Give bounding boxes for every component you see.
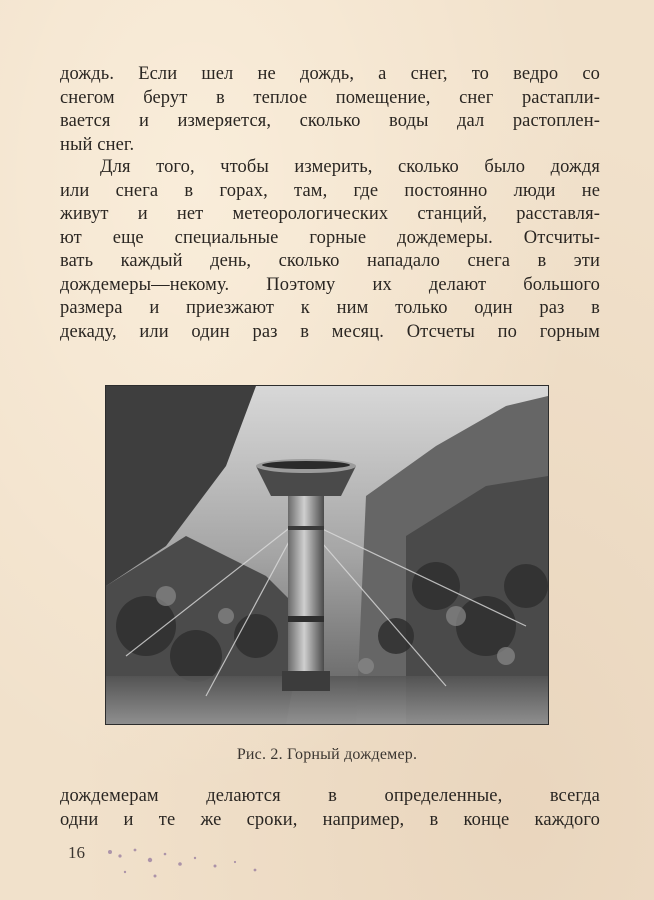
text-line: или снега в горах, там, где постоянно люди не bbox=[60, 180, 600, 201]
text-line: ют еще специальные горные дождемеры. Отсчиты- bbox=[60, 227, 600, 248]
text-line: вать каждый день, сколько нападало снега в эти bbox=[60, 251, 600, 271]
paragraph-3 bbox=[60, 785, 600, 832]
text-line: вается и измеряется, сколько воды дал растоплен- bbox=[60, 111, 600, 131]
page-number: 16 bbox=[68, 843, 85, 862]
text-line: снегом берут в теплое помещение, снег растапли- bbox=[60, 87, 600, 108]
paragraph-1 bbox=[60, 63, 600, 157]
ink-stamp-mark bbox=[95, 842, 295, 892]
rain-gauge-illustration bbox=[106, 386, 548, 724]
paragraph-2 bbox=[60, 156, 600, 344]
text-line: дождь. Если шел не дождь, а снег, то ведро со bbox=[60, 64, 600, 84]
text-line: одни и те же сроки, например, в конце каждого bbox=[60, 809, 600, 830]
text-line: живут и нет метеорологических станций, расставля- bbox=[60, 204, 600, 224]
text-line: дождемеры—некому. Поэтому их делают большого bbox=[60, 274, 600, 295]
text-line: Для того, чтобы измерить, сколько было дождя bbox=[100, 157, 600, 177]
rain-gauge-photo bbox=[106, 386, 548, 724]
text-line: декаду, или один раз в месяц. Отсчеты по горным bbox=[60, 321, 600, 342]
gauge-pole bbox=[288, 496, 324, 686]
text-line: дождемерам делаются в определенные, всегда bbox=[60, 786, 600, 806]
text-line: ный снег. bbox=[60, 134, 135, 155]
text-line: размера и приезжают к ним только один раз в bbox=[60, 298, 600, 318]
figure-caption: Рис. 2. Горный дождемер. bbox=[236, 746, 418, 763]
